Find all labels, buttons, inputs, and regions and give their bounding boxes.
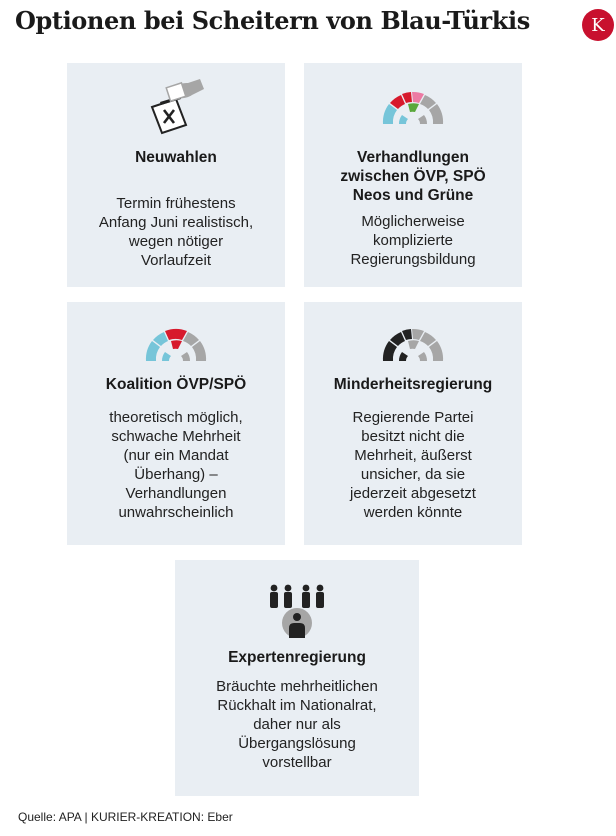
source-credit: Quelle: APA | KURIER-KREATION: Eber [18,810,233,824]
option-card-minderheitsregierung [304,302,522,545]
parliament-two-party-icon [67,325,285,363]
parliament-coalition-icon [304,88,522,126]
option-card-verhandlungen [304,63,522,287]
card-title: Koalition ÖVP/SPÖ [105,376,247,393]
option-card-koalition [67,302,285,545]
card-title: Neuwahlen [135,149,217,166]
card-text: Bräuchte mehrheitlichen Rückhalt im Nationalrat, daher nur als Übergangslösung vorstellbar [216,678,378,771]
kurier-logo: K [582,9,614,41]
card-title: Expertenregierung [228,649,366,666]
card-text: Termin frühestens Anfang Juni realistisch, wegen nötiger Vorlaufzeit [98,195,254,269]
card-text: Möglicherweise komplizierte Regierungsbildung [350,213,476,268]
experts-icon [175,582,419,640]
option-card-neuwahlen [67,63,285,287]
option-card-expertenregierung [175,560,419,796]
card-title: Minderheitsregierung [333,376,493,393]
card-text: theoretisch möglich, schwache Mehrheit (nur ein Mandat Überhang) – Verhandlungen unwahrscheinlich [109,409,243,521]
page-title: Optionen bei Scheitern von Blau-Türkis [15,6,530,35]
ballot-box-icon [67,75,285,139]
card-title: Verhandlungen zwischen ÖVP, SPÖ Neos und Grüne [340,149,486,204]
card-text: Regierende Partei besitzt nicht die Mehrheit, äußerst unsicher, da sie jederzeit abgesetzt werden könnte [350,409,476,521]
parliament-minority-icon [304,325,522,363]
